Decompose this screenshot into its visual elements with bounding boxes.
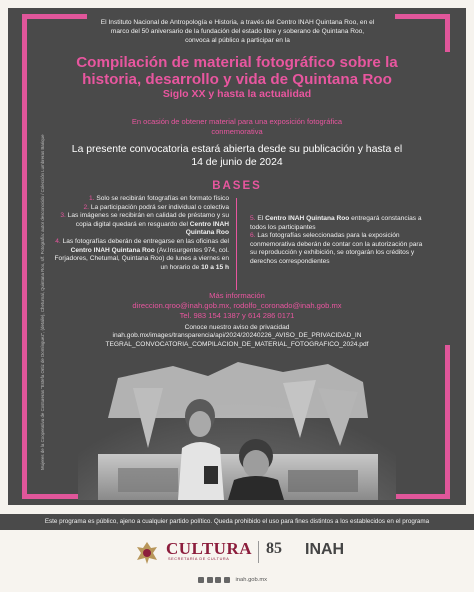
base-number: 5. (250, 215, 256, 222)
base-text: Las fotografías seleccionadas para la exposición conmemorativa deberán de contar con la autorización para su reproducción y exhibición, se otorgarán los créditos y derechos correspondientes (250, 232, 423, 265)
base-text: Las imágenes se recibirán en calidad de préstamo y su copia digital quedará en resguardo del (67, 212, 229, 228)
base-text: El (257, 215, 264, 222)
base-number: 1. (88, 195, 95, 202)
inah-logo-text: INAH (305, 541, 345, 558)
instagram-icon[interactable] (207, 577, 213, 583)
website-link[interactable]: inah.gob.mx (235, 577, 268, 583)
cultura-subtitle: SECRETARÍA DE CULTURA (168, 557, 230, 561)
column-divider (236, 198, 237, 290)
page-title: Compilación de material fotográfico sobre la historia, desarrollo y vida de Quintana Roo (76, 54, 398, 88)
historic-photo (78, 358, 396, 500)
base-text-bold: Centro INAH Quintana Roo (70, 246, 155, 254)
historic-photo-image (78, 358, 396, 500)
intro-text: El Instituto Nacional de Antropología e Historia, a través del Centro INAH Quintana Roo, en el marco del 50 aniversario de la fundación del estado libre y soberano de Quintana Roo, convoca al público a participar en la (100, 19, 375, 44)
photo-credit: Mujeres de la Cooperativa de Costureras "Estefa Ortiz de Domínguez", (detalle), Chetumal, Quintana Roo, s/f. Fotografía: autor desconocido / Colección Lumbreras Barique (40, 134, 45, 470)
base-number: 2. (83, 203, 89, 211)
base-item-5 (250, 215, 430, 232)
social-links (198, 577, 268, 584)
facebook-icon[interactable] (198, 577, 204, 583)
privacy-notice (40, 324, 434, 349)
announcement-text: La presente convocatoria estará abierta desde su publicación y hasta el 14 de junio de 2024 (71, 144, 403, 168)
bases-right-column (250, 215, 430, 267)
footer-separator (258, 541, 259, 563)
pink-frame-top-left (22, 14, 87, 19)
base-text-bold: Centro INAH Quintana Roo (185, 220, 229, 237)
base-number: 4. (55, 237, 61, 245)
cultura-logo-text: CULTURA (166, 539, 253, 558)
base-text: entregará constancias a todos los participantes (250, 215, 422, 231)
pink-frame-top-right (395, 14, 450, 19)
pink-frame-right (445, 345, 450, 499)
eagle-emblem-icon (133, 540, 161, 566)
occasion-text: En ocasión de obtener material para una exposición fotográfica conmemorativa (131, 117, 343, 136)
base-item-3 (48, 212, 229, 238)
pink-frame-left (22, 14, 27, 498)
x-icon[interactable] (215, 577, 221, 583)
privacy-url-line-2: TEGRAL_CONVOCATORIA_COMPILACION_DE_MATERIAL_FOTOGRAFICO_2024.pdf (105, 340, 369, 348)
base-text: (Av.Insurgentes 974, col. Forjadores, Chetumal, Quintana Roo) de lunes a viernes en un horario de (54, 246, 229, 271)
youtube-icon[interactable] (224, 577, 230, 583)
base-item-1 (48, 195, 229, 204)
privacy-notice-link[interactable] (40, 332, 434, 349)
base-number: 3. (60, 212, 66, 220)
contact-phone: Tel. 983 154 1387 y 614 286 0171 (179, 310, 295, 320)
base-text: Las fotografías deberán de entregarse en las oficinas del (62, 237, 229, 245)
base-text: Solo se recibirán fotografías en formato físico (96, 195, 229, 202)
privacy-url-line-1: inah.gob.mx/images/transparencia/api/2024/20240226_AVISO_DE_PRIVACIDAD_IN (112, 332, 362, 340)
base-item-6 (250, 232, 430, 266)
disclaimer-bar: Este programa es público, ajeno a cualquier partido político. Queda prohibido el uso para fines distintos a los establecidos en el programa (0, 514, 474, 530)
page-subtitle: Siglo XX y hasta la actualidad (162, 88, 312, 100)
base-number: 6. (250, 232, 256, 240)
base-text: La participación podrá ser individual o colectiva (90, 203, 229, 211)
bases-heading: BASES (212, 180, 262, 192)
bases-left-column (48, 195, 229, 272)
contact-heading: Más información (209, 291, 265, 300)
contact-emails[interactable]: direccion.qroo@inah.gob.mx, rodolfo_coronado@inah.gob.mx (132, 300, 342, 310)
base-text-bold: Centro INAH Quintana Roo (265, 215, 350, 222)
base-item-2 (48, 204, 229, 213)
base-text-bold: 10 a 15 h (201, 263, 229, 271)
privacy-notice-lead: Conoce nuestro aviso de privacidad (184, 324, 290, 331)
base-item-4 (48, 238, 229, 272)
inah-anniversary-number: 85 (266, 540, 282, 557)
pink-frame-right-top (445, 14, 450, 52)
contact-block (100, 291, 374, 320)
